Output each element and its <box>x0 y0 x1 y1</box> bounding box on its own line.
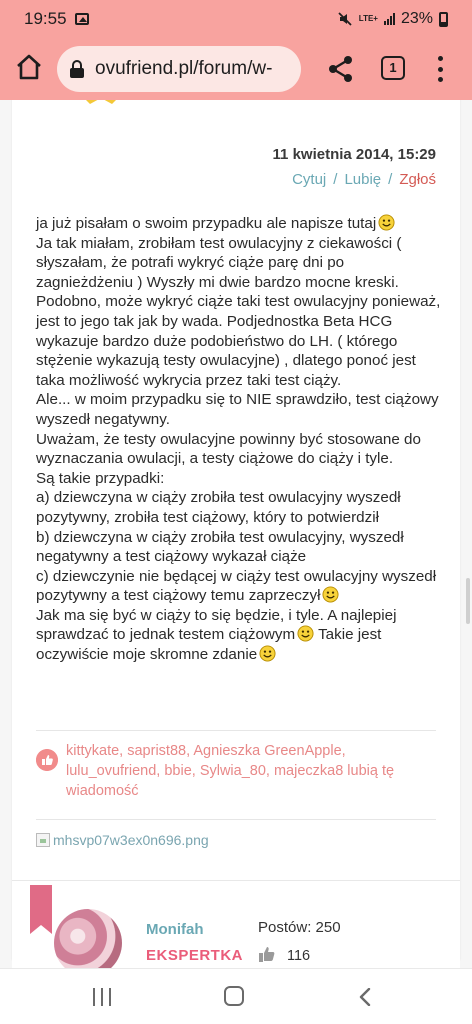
smiley-icon <box>297 625 314 642</box>
post-paragraph: b) dziewczyna w ciąży zrobiła test owulacyjny, wyszedł negatywny a test ciążowy wykazał ciąże <box>36 528 404 566</box>
author-like-count: 116 <box>287 948 311 964</box>
action-separator: / <box>388 171 393 188</box>
recent-apps-icon[interactable] <box>93 988 111 1006</box>
divider <box>36 819 436 820</box>
network-type: LTE+ <box>358 14 378 23</box>
post-paragraph: Ale... w moim przypadku się to NIE sprawdziło, test ciążowy wyszedł negatywny. <box>36 391 439 428</box>
share-icon[interactable] <box>328 55 354 83</box>
post-paragraph: Jak ma się być w ciąży to się będzie, i tyle. A najlepiej sprawdzać to jednak testem ciążowym Takie jest oczywiście moje skromne zdanie <box>36 606 397 664</box>
address-bar[interactable] <box>57 46 301 92</box>
mute-icon <box>337 11 353 27</box>
post-likes <box>36 730 436 801</box>
forum-post <box>12 100 460 960</box>
post-date: 11 kwietnia 2014, 15:29 <box>272 146 436 163</box>
battery-percent: 23% <box>400 10 433 27</box>
url-text: ovufriend.pl/forum/w- <box>95 58 273 79</box>
gallery-notification-icon <box>75 13 89 25</box>
attachment-image[interactable] <box>36 832 209 848</box>
thumbs-up-icon <box>36 749 58 771</box>
lock-icon <box>69 60 85 78</box>
post-body <box>36 214 444 665</box>
status-bar <box>0 0 472 38</box>
tab-switcher-button[interactable]: 1 <box>381 56 405 80</box>
post-paragraph: Są takie przypadki: <box>36 469 165 487</box>
post-paragraph: Uważam, że testy owulacyjne powinny być stosowane do wyznaczania owulacji, a testy ciążowe do ciąży i tyle. <box>36 430 421 468</box>
author-post-count: Postów: 250 <box>258 919 341 936</box>
back-icon[interactable] <box>358 988 372 1006</box>
home-icon[interactable] <box>14 52 44 82</box>
post-paragraph: c) dziewczynie nie będącej w ciąży test owulacyjny wyszedł pozytywny a test ciążowy temu zaprzeczył <box>36 567 437 605</box>
rank-badge-icon <box>76 100 126 104</box>
likes-list[interactable]: kittykate, saprist88, Agnieszka GreenApple, lulu_ovufriend, bbie, Sylwia_80, majeczka8 lubią tę wiadomość <box>66 743 395 799</box>
scrollbar[interactable] <box>466 578 470 624</box>
avatar[interactable] <box>54 909 122 968</box>
broken-image-icon <box>36 833 50 847</box>
like-link[interactable]: Lubię <box>344 171 382 188</box>
post-paragraph: a) dziewczyna w ciąży zrobiła test owulacyjny wyszedł pozytywny, zrobiła test ciążowy, który to potwierdził <box>36 489 401 526</box>
smiley-icon <box>378 214 395 231</box>
browser-chrome <box>0 0 472 100</box>
post-actions <box>292 171 436 188</box>
forum-page <box>0 100 472 968</box>
signal-icon <box>384 13 395 25</box>
status-time: 19:55 <box>24 9 67 28</box>
quote-link[interactable]: Cytuj <box>292 171 327 188</box>
report-link[interactable]: Zgłoś <box>399 171 436 188</box>
post-paragraph: Ja tak miałam, zrobiłam test owulacyjny z ciekawości ( słyszałam, że potrafi wykryć ciąże parę dni po zagnieżdżeniu ) Wyszły mi dwie bardzo mocne kreski. Podobno, może wykryć ciąże taki test owulacyjny ponieważ, jest to jego tak jak by wada. Podjednostka Beta HCG wykazuje bardzo duże podobieństwo do LH. ( którego stężenie wykazują testy owulacyjne) , dlatego ponoć jest taka możliwość wykrycia przez taki test ciąży. <box>36 234 441 389</box>
bookmark-ribbon-icon <box>30 885 52 925</box>
smiley-icon <box>322 586 339 603</box>
home-nav-icon[interactable] <box>224 986 244 1006</box>
browser-toolbar <box>0 38 472 100</box>
smiley-icon <box>259 645 276 662</box>
author-rank: EKSPERTKA <box>146 947 244 964</box>
battery-icon <box>439 12 448 27</box>
attachment-alt-text: mhsvp07w3ex0n696.png <box>53 832 209 848</box>
more-menu-icon[interactable] <box>434 54 446 84</box>
status-right <box>337 10 448 28</box>
next-post-author <box>12 880 460 968</box>
thumbs-up-icon <box>258 945 278 963</box>
author-username[interactable]: Monifah <box>146 921 204 938</box>
system-nav-bar <box>0 968 472 1024</box>
action-separator: / <box>333 171 338 188</box>
post-paragraph: ja już pisałam o swoim przypadku ale napisze tutaj <box>36 214 444 234</box>
